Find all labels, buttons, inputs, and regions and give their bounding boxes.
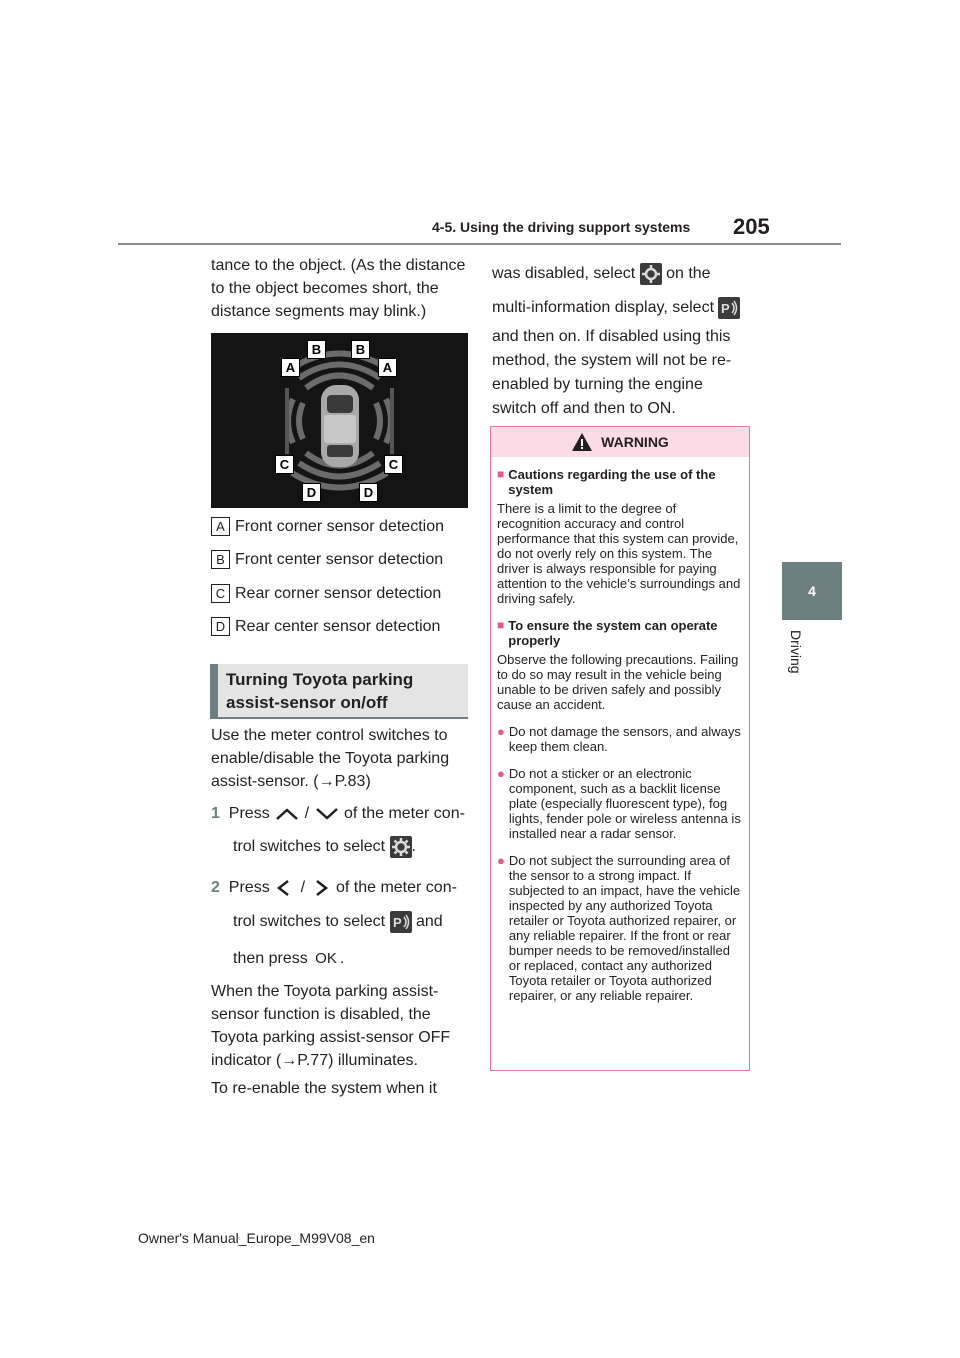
warning-bullet-2: ● Do not a sticker or an electronic component, such as a backlit license plate (especially fluorescent type), fog lights, fender pole or wireless antenna is installed near a radar sensor. xyxy=(497,766,741,841)
legend-key: D xyxy=(211,617,230,636)
figure-label-c-left: C xyxy=(275,455,294,474)
figure-label-d-left: D xyxy=(302,483,321,502)
warning-header: WARNING xyxy=(491,427,749,457)
sensor-detection-figure xyxy=(211,333,468,508)
warning-box xyxy=(490,426,750,1071)
svg-text:P: P xyxy=(392,914,402,930)
legend-text: Front center sensor detection xyxy=(235,550,444,568)
warning-heading-2: ■ To ensure the system can operate properly xyxy=(497,618,718,648)
parking-sensor-icon xyxy=(718,297,740,319)
chapter-number: 4 xyxy=(808,583,816,599)
legend-key: A xyxy=(211,517,230,536)
warning-triangle-icon xyxy=(571,432,593,452)
header-rule xyxy=(118,243,841,245)
legend-key: B xyxy=(211,550,230,569)
step-number: 1 xyxy=(211,805,220,822)
intro-paragraph: tance to the object. (As the distance to the object becomes short, the distance segments may blink.) xyxy=(211,257,466,320)
legend-text: Rear corner sensor detection xyxy=(235,584,442,602)
down-arrow-icon xyxy=(314,807,340,821)
header-section-title: 4-5. Using the driving support systems xyxy=(432,219,691,235)
legend-item-d xyxy=(211,617,440,636)
legend-key: C xyxy=(211,584,230,603)
step-2-line-3: then press OK . xyxy=(233,950,345,967)
warning-paragraph-2: Observe the following precautions. Failing to do so may result in the vehicle being unable to be driven safely and possibly cause an accident. xyxy=(497,652,739,712)
figure-label-a-right: A xyxy=(378,358,397,377)
warning-heading-1: ■ Cautions regarding the use of the system xyxy=(497,467,716,497)
step-1-line-2: trol switches to select . xyxy=(233,835,416,858)
step-2-line-1: 2 Press / of the meter con- xyxy=(211,879,457,896)
para-reenable: To re-enable the system when it xyxy=(211,1080,437,1097)
step-1-line-1: 1 Press / of the meter con- xyxy=(211,805,465,822)
gear-icon xyxy=(640,263,662,285)
reenable-paragraph: and then on. If disabled using this method, the system will not be re- enabled by turning the engine switch off and then to ON. xyxy=(492,328,732,417)
legend-text: Rear center sensor detection xyxy=(235,617,441,635)
chapter-tab xyxy=(782,562,842,620)
right-arrow-icon xyxy=(310,879,332,897)
legend-item-a xyxy=(211,517,444,536)
legend-item-b xyxy=(211,550,443,569)
step-2-line-2: trol switches to select P and xyxy=(233,910,443,933)
figure-label-b-right: B xyxy=(351,340,370,359)
svg-text:P: P xyxy=(721,300,731,316)
ok-button-glyph: OK xyxy=(315,950,337,967)
figure-label-d-right: D xyxy=(359,483,378,502)
up-arrow-icon xyxy=(274,807,300,821)
page-number: 205 xyxy=(733,214,770,239)
step-number: 2 xyxy=(211,879,220,896)
figure-label-a-left: A xyxy=(281,358,300,377)
warning-bullet-3: ● Do not subject the surrounding area of the sensor to a strong impact. If subjected to an impact, have the vehicle inspected by any authorized Toyota retailer or Toyota authorized repairer, or any reliable repairer. If the front or rear bumper needs to be removed/installed or replaced, contact any authorized Toyota retailer or Toyota authorized repairer, or any reliable repairer. xyxy=(497,853,741,1003)
legend-item-c xyxy=(211,584,441,603)
reenable-line-2: multi-information display, select P xyxy=(492,296,740,319)
footer-manual-id: Owner's Manual_Europe_M99V08_en xyxy=(138,1230,375,1246)
legend-text: Front corner sensor detection xyxy=(235,517,444,535)
warning-paragraph-1: There is a limit to the degree of recognition accuracy and control performance that this system can provide, do not overly rely on this system. The driver is always responsible for paying attention to the vehicle’s surroundings and driving safely. xyxy=(497,501,741,606)
parking-sensor-icon xyxy=(390,911,412,933)
gear-icon xyxy=(390,836,412,858)
warning-bullet-1: ● Do not damage the sensors, and always keep them clean. xyxy=(497,724,741,754)
para-off-indicator: When the Toyota parking assist- sensor function is disabled, the Toyota parking assist-sensor OFF indicator (→P.77) illuminates. xyxy=(211,983,451,1069)
figure-label-c-right: C xyxy=(384,455,403,474)
reenable-line-1: was disabled, select on the xyxy=(492,262,711,285)
chapter-label: Driving xyxy=(788,630,804,674)
figure-label-b-left: B xyxy=(307,340,326,359)
section-heading: Turning Toyota parking assist-sensor on/off xyxy=(210,664,468,719)
para-meter-switches: Use the meter control switches to enable/disable the Toyota parking assist-sensor. (→P.83) xyxy=(211,727,450,790)
left-arrow-icon xyxy=(274,879,296,897)
sensor-arcs-illustration xyxy=(211,333,468,508)
